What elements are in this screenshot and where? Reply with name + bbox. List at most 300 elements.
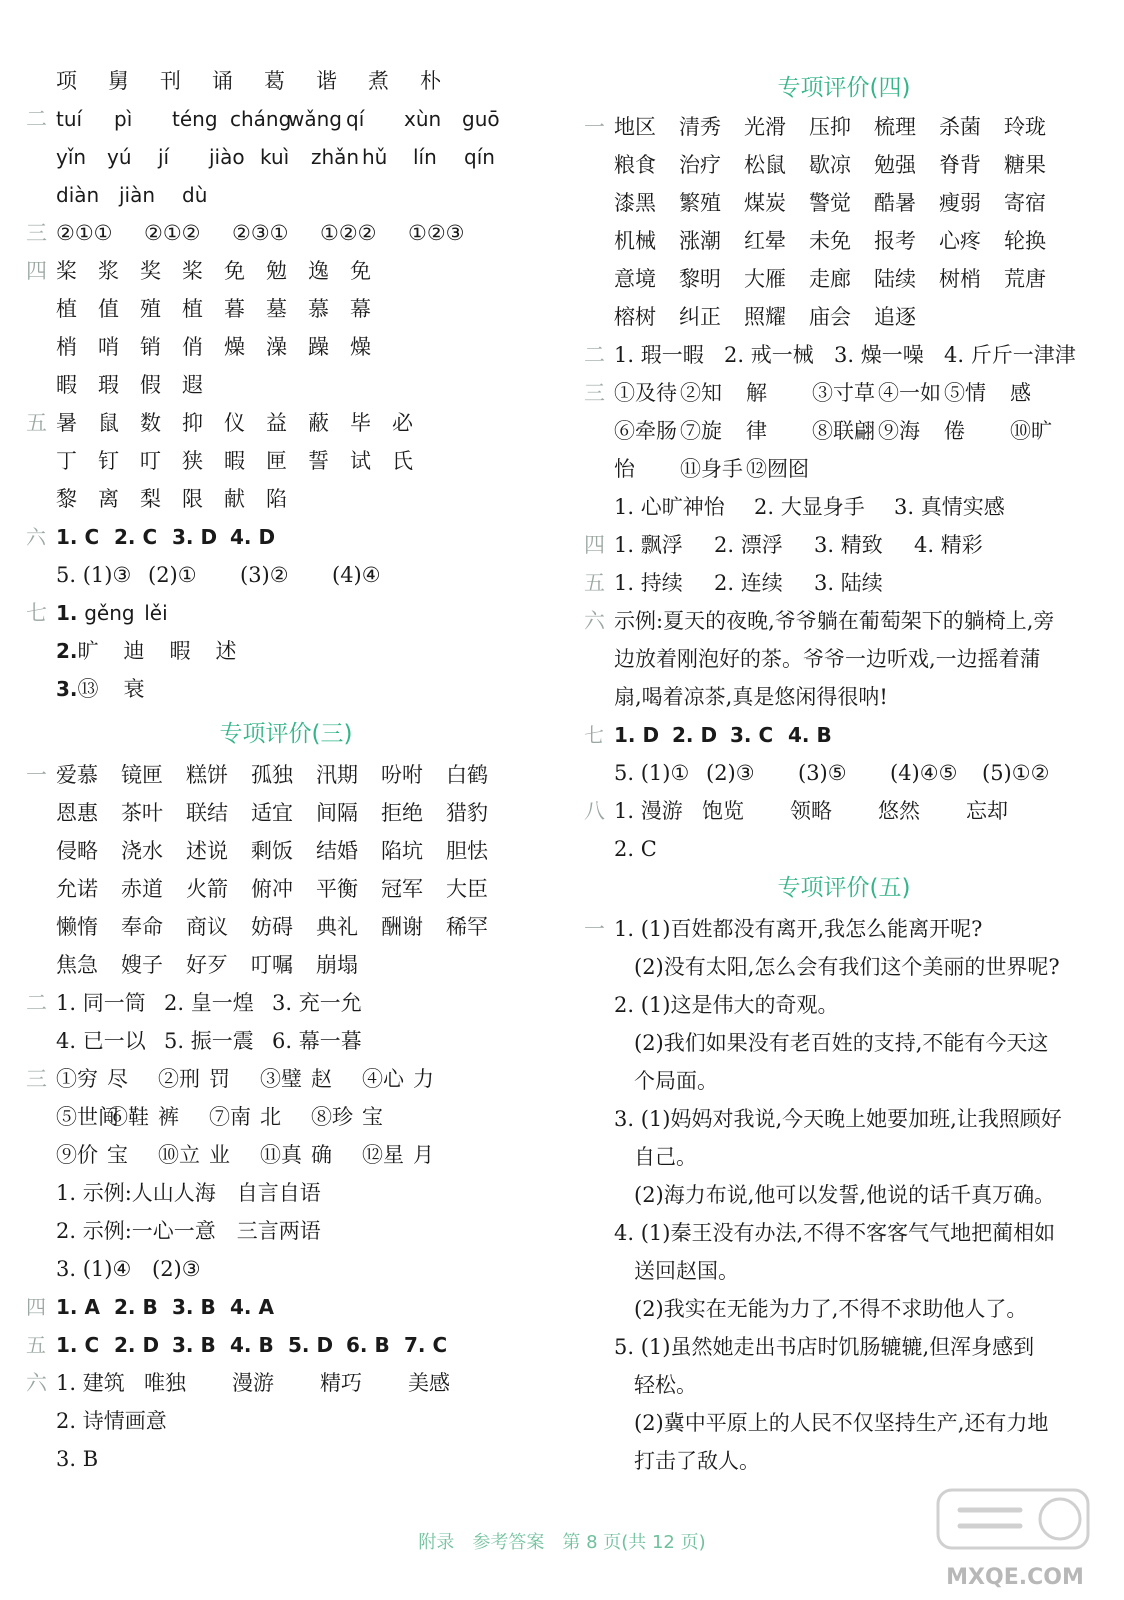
answer-cell: 猎豹 — [446, 801, 488, 825]
answer-cell: 倦 — [944, 419, 965, 443]
answer-cell: 漆黑 — [614, 191, 656, 215]
answer-cell: 暑 — [56, 411, 77, 435]
list-item: 2. (1)这是伟大的奇观。 — [614, 993, 839, 1017]
answer-cell: 黎 — [56, 487, 77, 511]
answer-cell: 1. 心旷神怡 — [614, 495, 725, 519]
answer-cell: 精巧 — [320, 1371, 362, 1395]
answer-cell: 氏 — [392, 449, 413, 473]
answer-cell: 益 — [266, 411, 287, 435]
list-item — [26, 870, 511, 908]
answer-cell: ②③① — [232, 221, 289, 245]
section-title: 专项评价(三) — [219, 721, 353, 747]
answer-cell: 2. 漂浮 — [714, 533, 783, 557]
answer-cell: 庙会 — [809, 305, 851, 329]
answer-cell: 值 — [98, 297, 119, 321]
list-item: 3. (1)妈妈对我说,今天晚上她要加班,让我照顾好 — [614, 1107, 1062, 1131]
answer-cell: 暮 — [224, 297, 245, 321]
answer-cell: 毕 — [350, 411, 371, 435]
answer-cell: 葛 — [264, 69, 285, 93]
answer-cell: ⑥鞋 — [107, 1105, 149, 1129]
list-item — [584, 450, 812, 488]
answer-cell: 杀菌 — [939, 115, 981, 139]
answer-cell: 间隔 — [316, 801, 358, 825]
answer-cell: 机械 — [614, 229, 656, 253]
answer-cell: 心疼 — [939, 229, 981, 253]
answer-cell: (2)① — [148, 563, 197, 587]
answer-cell: 3. B — [172, 1295, 216, 1319]
answer-cell: 俏 — [182, 335, 203, 359]
answer-cell: 煮 — [368, 69, 389, 93]
answer-cell: 燥 — [350, 335, 371, 359]
answer-cell: ⑨海 — [878, 419, 920, 443]
answer-cell: 茶叶 — [121, 801, 163, 825]
list-item: (2)冀中平原上的人民不仅坚持生产,还有力地 — [634, 1411, 1049, 1435]
answer-cell: 感 — [1010, 381, 1031, 405]
answer-cell: 仪 — [224, 411, 245, 435]
list-item: 3. B — [56, 1447, 99, 1471]
answer-cell: 唯独 — [144, 1371, 186, 1395]
answer-cell: kuì — [260, 145, 290, 169]
answer-cell: 赤道 — [121, 877, 163, 901]
answer-cell: 汛期 — [316, 763, 358, 787]
answer-cell: 爱慕 — [56, 763, 98, 787]
answer-cell: 业 — [209, 1143, 230, 1167]
answer-cell: 狭 — [182, 449, 203, 473]
answer-cell: 4. 已一以 — [56, 1029, 146, 1053]
answer-cell: 2. 连续 — [714, 571, 783, 595]
answer-cell: 酷暑 — [874, 191, 916, 215]
answer-cell: 销 — [140, 335, 161, 359]
answer-cell: 慕 — [308, 297, 329, 321]
answer-cell: 红晕 — [744, 229, 786, 253]
answer-cell: 漫游 — [232, 1371, 274, 1395]
answer-cell: 2. C — [114, 525, 158, 549]
answer-cell: lěi — [144, 601, 168, 625]
answer-cell: 限 — [182, 487, 203, 511]
list-item: (2)我实在无能为力了,不得不求助他人了。 — [634, 1297, 1028, 1321]
list-item — [584, 412, 1076, 450]
answer-cell: 朴 — [420, 69, 441, 93]
answer-cell: 陆续 — [874, 267, 916, 291]
list-item — [26, 908, 511, 946]
list-item: 自己。 — [634, 1145, 697, 1169]
answer-cell: jiàn — [119, 183, 156, 207]
list-item: 一 爱慕 镜匣 糕饼 孤独 汛期 吩咐 白鹤 — [26, 756, 511, 794]
answer-cell: gěng — [84, 601, 135, 625]
answer-cell: 勉强 — [874, 153, 916, 177]
answer-cell: ⑪身手 — [680, 457, 743, 481]
answer-cell: 1. 漫游 — [614, 799, 683, 823]
answer-cell: 1. 建筑 — [56, 1371, 125, 1395]
answer-cell: 4. A — [230, 1295, 274, 1319]
answer-cell: 冠军 — [381, 877, 423, 901]
answer-cell: 裤 — [158, 1105, 179, 1129]
answer-cell: ⑧珍 — [311, 1105, 353, 1129]
answer-cell: 治疗 — [679, 153, 721, 177]
answer-cell: 浆 — [98, 259, 119, 283]
answer-cell: 饱览 — [702, 799, 744, 823]
answer-cell: 3. 真情实感 — [894, 495, 1005, 519]
answer-cell: yǐn — [56, 145, 87, 169]
list-item: 3.⑬ 衰 — [26, 670, 170, 708]
answer-cell: 暇 — [224, 449, 245, 473]
list-item — [26, 794, 511, 832]
list-item — [26, 832, 511, 870]
answer-cell: ④一如 — [878, 381, 941, 405]
list-item: 二 1. 瑕一暇 2. 戒一械 3. 燥一噪 4. 斤斤一津津 — [584, 336, 1054, 374]
answer-cell: yú — [107, 145, 132, 169]
list-item: (2)没有太阳,怎么会有我们这个美丽的世界呢? — [634, 955, 1060, 979]
answer-cell: ⑩旷 — [1010, 419, 1052, 443]
answer-cell: 宝 — [107, 1143, 128, 1167]
answer-cell: 叮 — [140, 449, 161, 473]
list-item: 四 桨 浆 奖 桨 免 勉 逸 免 — [26, 252, 392, 290]
answer-cell: 燥 — [224, 335, 245, 359]
answer-cell: 5. D — [288, 1333, 334, 1357]
answer-cell: 警觉 — [809, 191, 851, 215]
answer-cell: 4. B — [788, 723, 832, 747]
answer-cell: ⑦旋 — [680, 419, 722, 443]
answer-cell: guō — [462, 107, 500, 131]
answer-cell: hǔ — [362, 145, 388, 169]
answer-cell: 寄宿 — [1004, 191, 1046, 215]
list-item — [26, 176, 245, 214]
answer-cell: ③寸草 — [812, 381, 875, 405]
answer-cell: 联结 — [186, 801, 228, 825]
answer-cell: 2. 大显身手 — [754, 495, 865, 519]
list-item: 送回赵国。 — [634, 1259, 739, 1283]
answer-cell: 桨 — [56, 259, 77, 283]
list-item — [584, 260, 1069, 298]
answer-cell: 镜匣 — [121, 763, 163, 787]
answer-cell: 4. 精彩 — [914, 533, 983, 557]
answer-cell: (5)①② — [982, 761, 1050, 785]
answer-cell: 俯冲 — [251, 877, 293, 901]
answer-cell: 1. 持续 — [614, 571, 683, 595]
answer-cell: 暇 — [56, 373, 77, 397]
answer-cell: 恩惠 — [56, 801, 98, 825]
list-item — [584, 222, 1069, 260]
answer-cell: xùn — [404, 107, 442, 131]
answer-cell: 报考 — [874, 229, 916, 253]
answer-cell: 商议 — [186, 915, 228, 939]
answer-cell: 拒绝 — [381, 801, 423, 825]
answer-cell: ②刑 — [158, 1067, 200, 1091]
answer-cell: (2)③ — [152, 1257, 201, 1281]
answer-cell: 3. (1)④ — [56, 1257, 132, 1281]
answer-cell: 项 — [56, 69, 77, 93]
answer-cell: 旷 — [77, 639, 99, 663]
answer-cell: 力 — [413, 1067, 434, 1091]
answer-cell: 哨 — [98, 335, 119, 359]
answer-cell: dù — [182, 183, 208, 207]
list-item: 五 暑 鼠 数 抑 仪 益 蔽 毕 必 — [26, 404, 434, 442]
answer-cell: (3)② — [240, 563, 289, 587]
answer-cell: 光滑 — [744, 115, 786, 139]
answer-cell: 丁 — [56, 449, 77, 473]
answer-cell: ⑧联翩 — [812, 419, 875, 443]
answer-cell: 繁殖 — [679, 191, 721, 215]
list-item: 六 示例:夏天的夜晚,爷爷躺在葡萄架下的躺椅上,旁 — [584, 609, 1055, 633]
list-item: 六 1. 建筑 唯独 漫游 精巧 美感 — [26, 1364, 496, 1402]
list-item: (2)我们如果没有老百姓的支持,不能有今天这 — [634, 1031, 1049, 1055]
answer-cell: 2. D — [114, 1333, 160, 1357]
answer-cell: 吩咐 — [381, 763, 423, 787]
answer-cell: diàn — [56, 183, 100, 207]
answer-cell: 大臣 — [446, 877, 488, 901]
answer-cell: jí — [158, 145, 170, 169]
answer-cell: 述 — [215, 639, 237, 663]
answer-cell: 3. C — [730, 723, 774, 747]
list-item — [26, 1136, 464, 1174]
answer-cell: (4)④⑤ — [890, 761, 958, 785]
list-item — [26, 366, 224, 404]
answer-cell: ⑫星 — [362, 1143, 404, 1167]
answer-cell: 诵 — [212, 69, 233, 93]
answer-cell: 确 — [311, 1143, 332, 1167]
answer-cell: ⑤情 — [944, 381, 986, 405]
answer-cell: 火箭 — [186, 877, 228, 901]
answer-cell: 陷 — [266, 487, 287, 511]
answer-cell: 美感 — [408, 1371, 450, 1395]
list-item: 四 1. A 2. B 3. B 4. A — [26, 1288, 288, 1326]
answer-cell: 暇 — [169, 639, 191, 663]
answer-cell: ①②③ — [408, 221, 465, 245]
list-item: 七 1. gěng lěi — [26, 594, 204, 632]
answer-cell: 黎明 — [679, 267, 721, 291]
answer-cell: ②①① — [56, 221, 113, 245]
answer-cell: 崩塌 — [316, 953, 358, 977]
answer-cell: 嫂子 — [121, 953, 163, 977]
answer-cell: 歇凉 — [809, 153, 851, 177]
answer-cell: 躁 — [308, 335, 329, 359]
answer-cell: 梳理 — [874, 115, 916, 139]
answer-cell: ③璧 — [260, 1067, 302, 1091]
list-item: 个局面。 — [634, 1069, 718, 1093]
answer-cell: 5. (1)③ — [56, 563, 132, 587]
answer-cell: 1. 飘浮 — [614, 533, 683, 557]
answer-cell: 3. 充一允 — [272, 991, 362, 1015]
answer-cell: 脊背 — [939, 153, 981, 177]
answer-cell: ⑬ — [77, 677, 99, 701]
answer-cell: 稀罕 — [446, 915, 488, 939]
answer-cell: 6. 幕一暮 — [272, 1029, 362, 1053]
answer-cell: lín — [413, 145, 437, 169]
answer-cell: ④心 — [362, 1067, 404, 1091]
answer-cell: 月 — [413, 1143, 434, 1167]
answer-cell: 1. 同一筒 — [56, 991, 146, 1015]
answer-cell: 数 — [140, 411, 161, 435]
answer-cell: 1. C — [56, 525, 100, 549]
answer-cell: 遐 — [182, 373, 203, 397]
answer-cell: 5. 振一震 — [164, 1029, 254, 1053]
answer-cell: 清秀 — [679, 115, 721, 139]
answer-cell: 叮嘱 — [251, 953, 293, 977]
answer-cell: 奖 — [140, 259, 161, 283]
answer-cell: 懒惰 — [56, 915, 98, 939]
answer-cell: 典礼 — [316, 915, 358, 939]
answer-cell: 衰 — [123, 677, 145, 701]
answer-cell: tuí — [56, 107, 83, 131]
answer-cell: wǎng — [288, 107, 342, 131]
list-item: 2. C — [614, 837, 657, 861]
answer-cell: 罚 — [209, 1067, 230, 1091]
answer-cell: 澡 — [266, 335, 287, 359]
answer-cell: 悠然 — [878, 799, 920, 823]
list-item: 5. (1)虽然她走出书店时饥肠辘辘,但浑身感到 — [614, 1335, 1035, 1359]
list-item — [26, 1022, 380, 1060]
answer-cell: jiào — [209, 145, 245, 169]
answer-cell: 1. A — [56, 1295, 100, 1319]
answer-cell: 好歹 — [186, 953, 228, 977]
answer-cell: 逸 — [308, 259, 329, 283]
answer-cell: 忘却 — [966, 799, 1008, 823]
list-item: 五 1. 持续 2. 连续 3. 陆续 — [584, 564, 914, 602]
answer-cell: ⑤世间 — [56, 1105, 119, 1129]
answer-cell: 大雁 — [744, 267, 786, 291]
answer-cell: 树梢 — [939, 267, 981, 291]
answer-cell: ①穷 — [56, 1067, 98, 1091]
answer-cell: cháng — [230, 107, 292, 131]
list-item — [584, 184, 1069, 222]
answer-cell: 陷坑 — [381, 839, 423, 863]
section-title: 专项评价(五) — [777, 875, 911, 901]
answer-cell: 解 — [746, 381, 767, 405]
answer-cell: 纠正 — [679, 305, 721, 329]
answer-cell: (2)③ — [706, 761, 755, 785]
answer-cell: 结婚 — [316, 839, 358, 863]
answer-cell: 孤独 — [251, 763, 293, 787]
answer-cell: 奉命 — [121, 915, 163, 939]
list-item — [26, 328, 392, 366]
answer-cell: (3)⑤ — [798, 761, 847, 785]
answer-cell: 侵略 — [56, 839, 98, 863]
list-item — [26, 290, 392, 328]
answer-cell: 律 — [746, 419, 767, 443]
answer-cell: 粮食 — [614, 153, 656, 177]
answer-cell: 1. C — [56, 1333, 100, 1357]
list-item: 八 1. 漫游 饱览 领略 悠然 忘却 — [584, 792, 1054, 830]
answer-cell: 2. B — [114, 1295, 158, 1319]
answer-cell: 4. B — [230, 1333, 274, 1357]
answer-cell: 未免 — [809, 229, 851, 253]
answer-cell: 意境 — [614, 267, 656, 291]
list-item — [26, 1098, 413, 1136]
list-item: 七 1. D 2. D 3. C 4. B — [584, 716, 846, 754]
answer-cell: 免 — [224, 259, 245, 283]
list-item — [584, 488, 1034, 526]
watermark-text: MXQE.COM — [946, 1565, 1084, 1590]
answer-cell: 剩饭 — [251, 839, 293, 863]
list-item: 1. 示例:人山人海 自言自语 — [56, 1181, 321, 1205]
answer-cell: ①②② — [320, 221, 377, 245]
answer-cell: 2. D — [672, 723, 718, 747]
answer-cell: 植 — [56, 297, 77, 321]
answer-cell: ⑨价 — [56, 1143, 98, 1167]
answer-cell: 植 — [182, 297, 203, 321]
answer-cell: qín — [464, 145, 495, 169]
answer-cell: 5. (1)① — [614, 761, 690, 785]
answer-cell: pì — [114, 107, 133, 131]
answer-cell: 舅 — [108, 69, 129, 93]
answer-cell: 离 — [98, 487, 119, 511]
answer-cell: 松鼠 — [744, 153, 786, 177]
page-footer: 附录 参考答案 第 8 页(共 12 页) — [418, 1532, 706, 1553]
answer-cell: 煤炭 — [744, 191, 786, 215]
answer-cell: 鼠 — [98, 411, 119, 435]
answer-cell: 妨碍 — [251, 915, 293, 939]
list-item: 一 1. (1)百姓都没有离开,我怎么能离开呢? — [584, 917, 983, 941]
answer-cell: 抑 — [182, 411, 203, 435]
list-item — [26, 480, 308, 518]
answer-cell: 3. B — [172, 1333, 216, 1357]
answer-cell: 2. 戒一械 — [724, 343, 814, 367]
answer-cell: 钉 — [98, 449, 119, 473]
answer-cell: téng — [172, 107, 218, 131]
answer-cell: qí — [346, 107, 365, 131]
answer-cell: 6. B — [346, 1333, 390, 1357]
answer-cell: ②知 — [680, 381, 722, 405]
answer-cell: 免 — [350, 259, 371, 283]
list-item — [26, 556, 424, 594]
list-item: 2. 诗情画意 — [56, 1409, 167, 1433]
answer-cell: ⑦南 — [209, 1105, 251, 1129]
section-title: 专项评价(四) — [777, 75, 911, 101]
answer-cell: 瘦弱 — [939, 191, 981, 215]
answer-cell: 迪 — [123, 639, 145, 663]
answer-cell: 2. 皇一煌 — [164, 991, 254, 1015]
answer-cell: 7. C — [404, 1333, 448, 1357]
answer-cell: 追逐 — [874, 305, 916, 329]
list-item: 2.旷 迪 暇 述 — [26, 632, 262, 670]
answer-cell: 蔽 — [308, 411, 329, 435]
answer-cell: 桨 — [182, 259, 203, 283]
answer-cell: 允诺 — [56, 877, 98, 901]
watermark-logo — [930, 1480, 1100, 1590]
list-item: 二 tuí pì téng chángwǎng qí xùn guō — [26, 100, 520, 138]
answer-cell: 3. D — [172, 525, 218, 549]
answer-cell: 怡 — [614, 457, 635, 481]
list-item: 打击了敌人。 — [634, 1449, 760, 1473]
answer-cell: 3. 陆续 — [814, 571, 883, 595]
answer-cell: 必 — [392, 411, 413, 435]
answer-cell: 领略 — [790, 799, 832, 823]
list-item — [26, 946, 381, 984]
list-item: (2)海力布说,他可以发誓,他说的话千真万确。 — [634, 1183, 1056, 1207]
answer-cell: 殖 — [140, 297, 161, 321]
list-item: 一 地区 清秀 光滑 压抑 梳理 杀菌 玲珑 — [584, 108, 1069, 146]
answer-cell: 焦急 — [56, 953, 98, 977]
list-item: 五 1. C 2. D 3. B 4. B 5. D 6. B 7. C — [26, 1326, 462, 1364]
answer-cell: 3. 精致 — [814, 533, 883, 557]
answer-cell: 述说 — [186, 839, 228, 863]
list-item: 轻松。 — [634, 1373, 697, 1397]
list-item — [26, 62, 472, 100]
answer-cell: 胆怯 — [446, 839, 488, 863]
list-item — [26, 1250, 248, 1288]
list-item — [26, 138, 515, 176]
list-item: 三 ①穷 尽 ②刑 罚 ③璧 赵 ④心 力 — [26, 1060, 464, 1098]
list-item: 边放着刚泡好的茶。爷爷一边听戏,一边摇着蒲 — [614, 647, 1041, 671]
answer-cell: 北 — [260, 1105, 281, 1129]
list-item: 2. 示例:一心一意 三言两语 — [56, 1219, 321, 1243]
answer-cell: 酬谢 — [381, 915, 423, 939]
answer-cell: 平衡 — [316, 877, 358, 901]
answer-cell: 照耀 — [744, 305, 786, 329]
list-item — [584, 298, 939, 336]
answer-cell: 榕树 — [614, 305, 656, 329]
answer-cell: ②①② — [144, 221, 201, 245]
